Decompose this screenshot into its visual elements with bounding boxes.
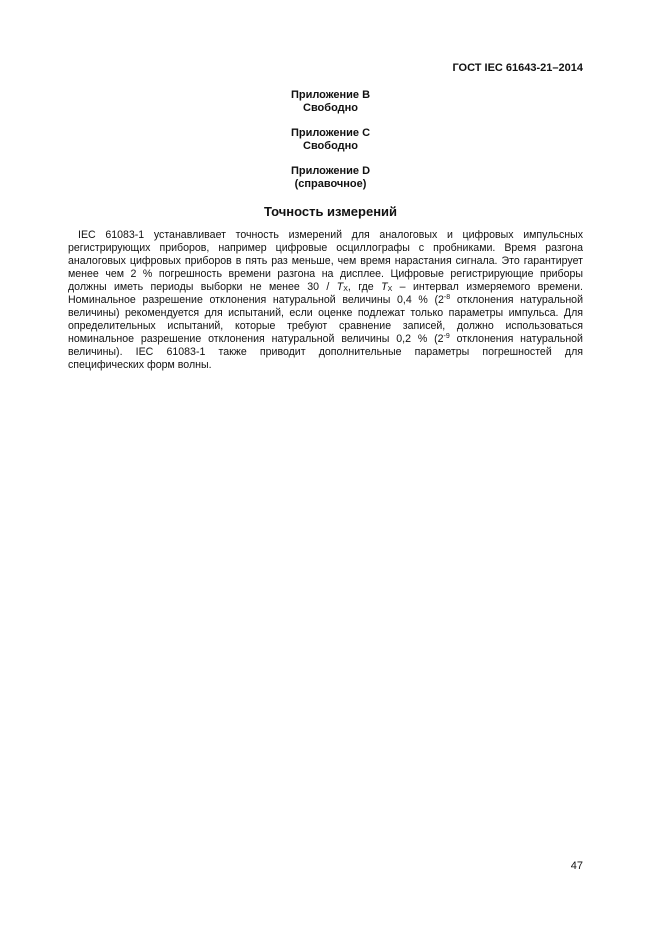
annex-subtitle: Свободно — [303, 140, 358, 152]
annex-subtitle: (справочное) — [294, 178, 367, 190]
text-line: определительных испытаний, которые требуют сравнение записей, должно использоваться — [68, 320, 583, 332]
text-line: Номинальное разрешение отклонения натуральной величины 0,4 % ($2^{-8}$ отклонения натуральной — [68, 294, 583, 306]
text-line: номинальное разрешение отклонения натуральной величины 0,2 % ($2^{-9}$ отклонения натуральной — [68, 333, 583, 345]
annex-title: Приложение B — [290, 89, 371, 101]
text-line: менее чем 2 % погрешность времени разгона на дисплее. Цифровые регистрирующие приборы — [68, 268, 583, 280]
body-paragraph — [68, 229, 583, 372]
text-line: должны иметь периоды выборки не менее $30 / T_X$, где $T_X$ – интервал измеряемого времени. — [68, 281, 583, 293]
text-line: IEC 61083-1 устанавливает точность измерений для аналоговых и цифровых импульсных — [78, 229, 583, 241]
annex-b — [0, 89, 661, 115]
text-line: регистрирующих приборов, например цифровые осциллографы с пробниками. Время разгона — [68, 242, 583, 254]
text-line: величины) рекомендуется для испытаний, если оценке подлежат только параметры импульса. Для — [68, 307, 583, 319]
text-line: величины). IEC 61083-1 также приводит дополнительные параметры погрешностей для — [68, 346, 583, 358]
annex-subtitle: Свободно — [303, 102, 358, 114]
section-title: Точность измерений — [263, 204, 398, 219]
annex-d — [0, 165, 661, 191]
page-number: 47 — [570, 860, 583, 872]
annex-title: Приложение C — [290, 127, 371, 139]
text-line: аналоговых цифровых приборов в пять раз меньше, чем время нарастания сигнала. Это гарантирует — [68, 255, 583, 267]
text-line: специфических форм волны. — [68, 359, 212, 371]
annex-c — [0, 127, 661, 153]
annex-title: Приложение D — [290, 165, 371, 177]
standard-code: ГОСТ IEC 61643-21–2014 — [452, 62, 583, 74]
